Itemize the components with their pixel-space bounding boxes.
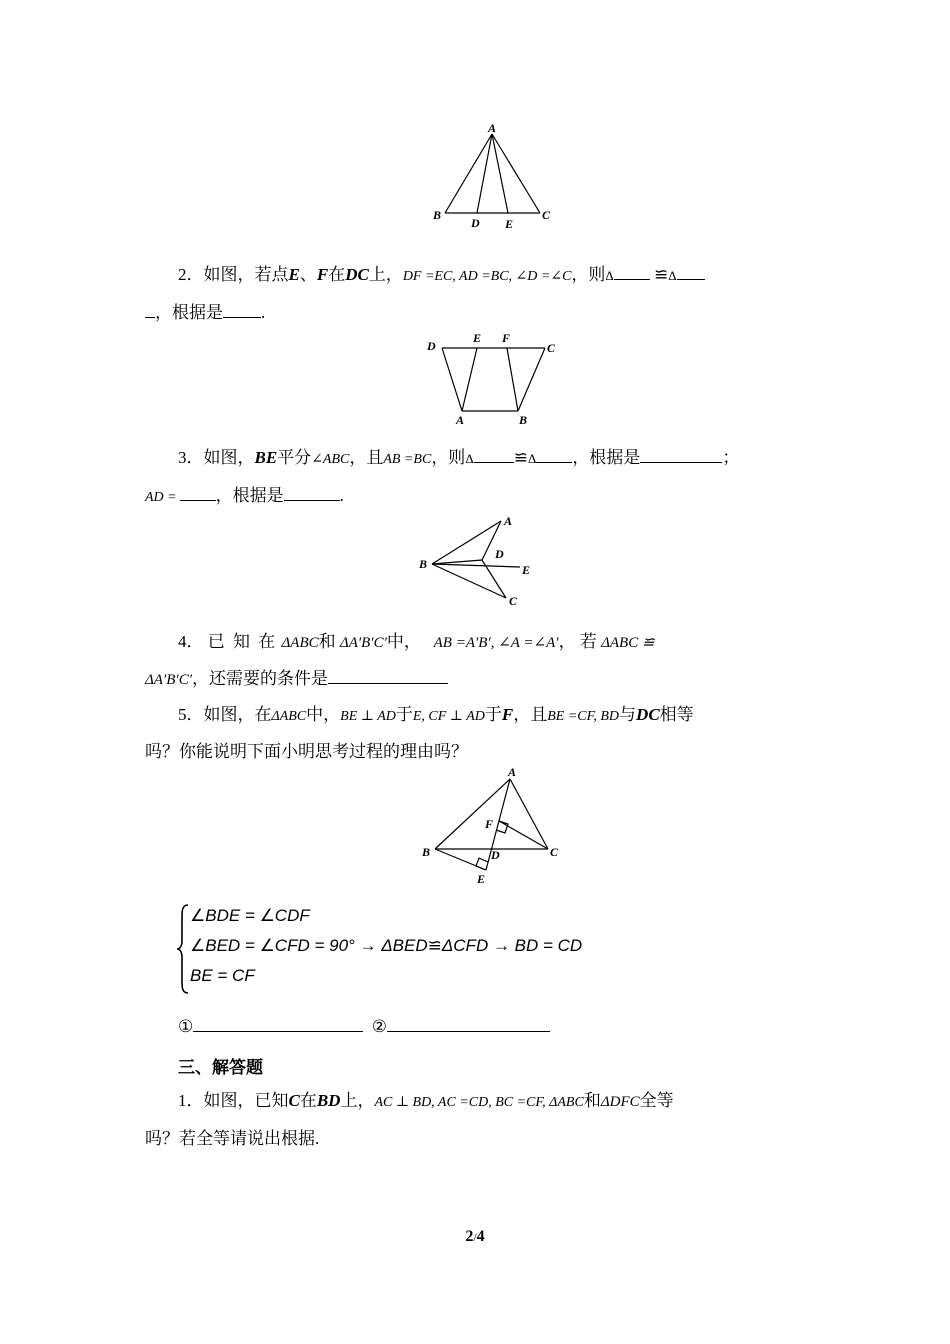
fig3-label-c: C [509, 594, 518, 608]
fig1-label-e: E [505, 217, 514, 231]
figure-5-perpendiculars [415, 765, 575, 890]
fig1-label-b: B [433, 208, 442, 222]
page-number: 2/4 [465, 1228, 485, 1245]
q3-blank-1[interactable] [474, 448, 514, 463]
fig3-label-a: A [504, 514, 513, 528]
section-3-question-1-line-2: 吗？若全等请说出根据. [145, 1129, 320, 1148]
figure-1-triangle [425, 120, 565, 235]
fig2-label-d: D [427, 339, 436, 353]
fig3-label-d: D [495, 547, 504, 561]
fig2-label-a: A [456, 413, 465, 427]
question-3-line-2: AD = ，根据是 . [145, 486, 344, 505]
question-5-line-1: 5．如图，在ΔABC中，BE ⊥ AD于E, CF ⊥ AD于F，且BE =CF, BD与DC相等 [178, 705, 694, 724]
reasoning-brace [176, 903, 190, 995]
q2-blank-2-cont[interactable] [145, 303, 155, 318]
fig2-label-f: F [502, 331, 511, 345]
fig5-label-f: F [485, 817, 494, 831]
question-2-line-1: 2．如图，若点E、F在DC上，DF =EC, AD =BC, ∠D =∠C，则Δ ≌Δ [178, 260, 705, 285]
reasoning-row-2: ∠BED = ∠CFD = 90° → ΔBED≌ΔCFD → BD = CD [190, 936, 583, 955]
q3-blank-5[interactable] [284, 486, 340, 501]
fig5-label-d: D [491, 848, 500, 862]
q3-blank-3[interactable] [640, 448, 722, 463]
q3-blank-2[interactable] [536, 448, 572, 463]
fig5-label-e: E [477, 872, 486, 886]
fig3-label-e: E [522, 563, 531, 577]
q2-blank-1[interactable] [614, 265, 650, 280]
q4-blank[interactable] [328, 669, 448, 684]
fig1-label-a: A [488, 121, 497, 135]
q2-blank-3[interactable] [223, 303, 261, 318]
fig5-label-b: B [422, 845, 431, 859]
fig3-label-b: B [419, 557, 428, 571]
question-4-line-2: ΔA′B′C′，还需要的条件是 [145, 664, 448, 689]
fig5-label-c: C [550, 845, 559, 859]
fig5-label-a: A [508, 765, 517, 779]
figure-3-bisector [412, 510, 547, 610]
section-3-title: 三、解答题 [178, 1058, 263, 1077]
answer-blank-2[interactable] [387, 1017, 550, 1032]
figure-2-trapezoid [425, 330, 565, 430]
fig1-label-d: D [471, 216, 480, 230]
answer-blank-1[interactable] [193, 1017, 363, 1032]
reasoning-row-3: BE = CF [190, 966, 255, 985]
section-3-question-1-line-1: 1．如图，已知C在BD上，AC ⊥ BD, AC =CD, BC =CF, ΔABC和ΔDFC全等 [178, 1091, 674, 1110]
fig2-label-c: C [547, 341, 556, 355]
reasoning-row-1: ∠BDE = ∠CDF [190, 906, 310, 925]
fig1-label-c: C [542, 208, 551, 222]
q2-blank-2[interactable] [677, 265, 705, 280]
fig2-label-b: B [519, 413, 528, 427]
question-3-line-1: 3．如图，BE平分∠ABC，且AB =BC，则Δ ≌Δ ，根据是 ； [178, 448, 740, 467]
question-4-line-1: 4． 已 知 在 ΔABC和 ΔA′B′C′中， AB =A′B′, ∠A =∠A′， 若 ΔABC ≌ [178, 632, 655, 651]
q3-blank-4[interactable] [180, 486, 216, 501]
question-2-line-2: ，根据是 . [145, 298, 265, 323]
question-5-line-2: 吗？你能说明下面小明思考过程的理由吗？ [145, 742, 468, 761]
answer-blanks: ① ② [178, 1017, 550, 1037]
fig2-label-e: E [473, 331, 482, 345]
